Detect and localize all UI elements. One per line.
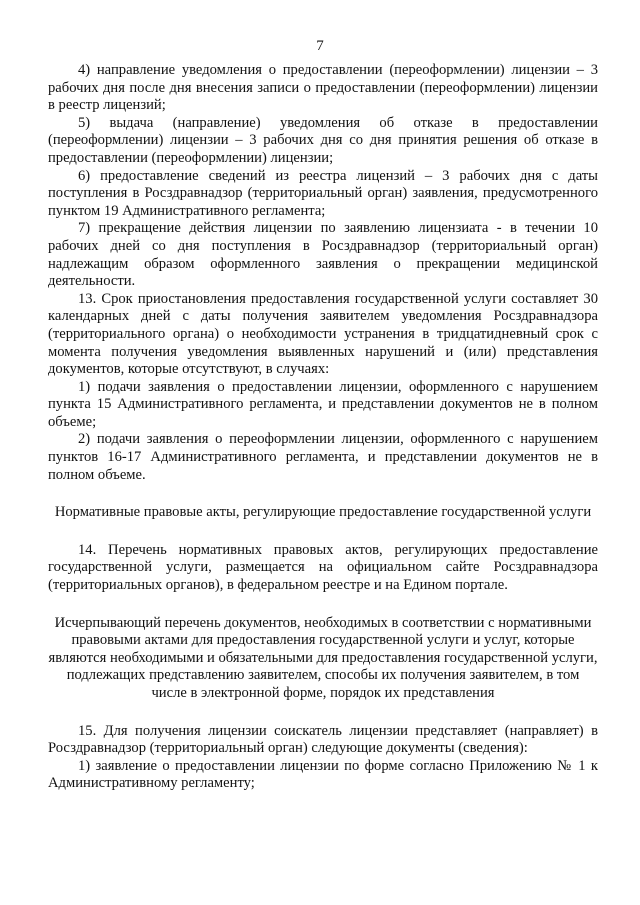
paragraph-13: 13. Срок приостановления предоставления государственной услуги составляет 30 календарных дней с даты получения заявителем уведомления Росздравнадзора (территориального органа) о необходимости устранения в тридцатидневный срок с момента получения уведомления выявленных нарушений и (или) представления документов, которые отсутствуют, в случаях: <box>48 290 598 378</box>
paragraph-15-item-1: 1) заявление о предоставлении лицензии по форме согласно Приложению № 1 к Административному регламенту; <box>48 757 598 792</box>
spacer <box>48 484 598 504</box>
spacer <box>48 522 598 542</box>
paragraph-13-item-2: 2) подачи заявления о переоформлении лицензии, оформленного с нарушением пунктов 16-17 Административного регламента, и представлении документов не в полном объеме. <box>48 431 598 483</box>
page-number: 7 <box>316 38 324 54</box>
paragraph-14: 14. Перечень нормативных правовых актов, регулирующих предоставление государственной услуги, размещается на официальном сайте Росздравнадзора (территориальных органов), в федеральном реестре и на Едином портале. <box>48 541 598 594</box>
paragraph-item-6: 6) предоставление сведений из реестра лицензий – 3 рабочих дня с даты поступления в Росздравнадзор (территориальный орган) заявления, предусмотренного пунктом 19 Административного регламента; <box>48 167 598 219</box>
spacer <box>48 703 598 723</box>
section-heading-documents: Исчерпывающий перечень документов, необходимых в соответствии с нормативными правовыми актами для предоставления государственной услуги и услуг, которые являются необходимыми и обязательными для предоставления государственной услуги, подлежащих представлению заявителем, способы их получения заявителем, в том числе в электронной форме, порядок их представления <box>48 614 598 701</box>
spacer <box>48 595 598 615</box>
paragraph-13-item-1: 1) подачи заявления о предоставлении лицензии, оформленного с нарушением пункта 15 Административного регламента, и представлении документов не в полном объеме; <box>48 378 598 430</box>
paragraph-15: 15. Для получения лицензии соискатель лицензии представляет (направляет) в Росздравнадзор (территориальный орган) следующие документы (сведения): <box>48 722 598 757</box>
section-heading-legal-acts: Нормативные правовые акты, регулирующие предоставление государственной услуги <box>54 504 592 521</box>
paragraph-item-7: 7) прекращение действия лицензии по заявлению лицензиата - в течении 10 рабочих дней со дня поступления в Росздравнадзор (территориальный орган) надлежащим образом оформленного заявления о прекращении медицинской деятельности. <box>48 220 598 290</box>
paragraph-item-5: 5) выдача (направление) уведомления об отказе в предоставлении (переоформлении) лицензии – 3 рабочих дня со дня принятия решения об отказе в предоставлении (переоформлении) лицензии; <box>48 114 598 166</box>
document-body <box>48 62 598 793</box>
paragraph-item-4: 4) направление уведомления о предоставлении (переоформлении) лицензии – 3 рабочих дня после дня внесения записи о предоставлении (переоформлении) лицензии в реестр лицензий; <box>48 62 598 114</box>
